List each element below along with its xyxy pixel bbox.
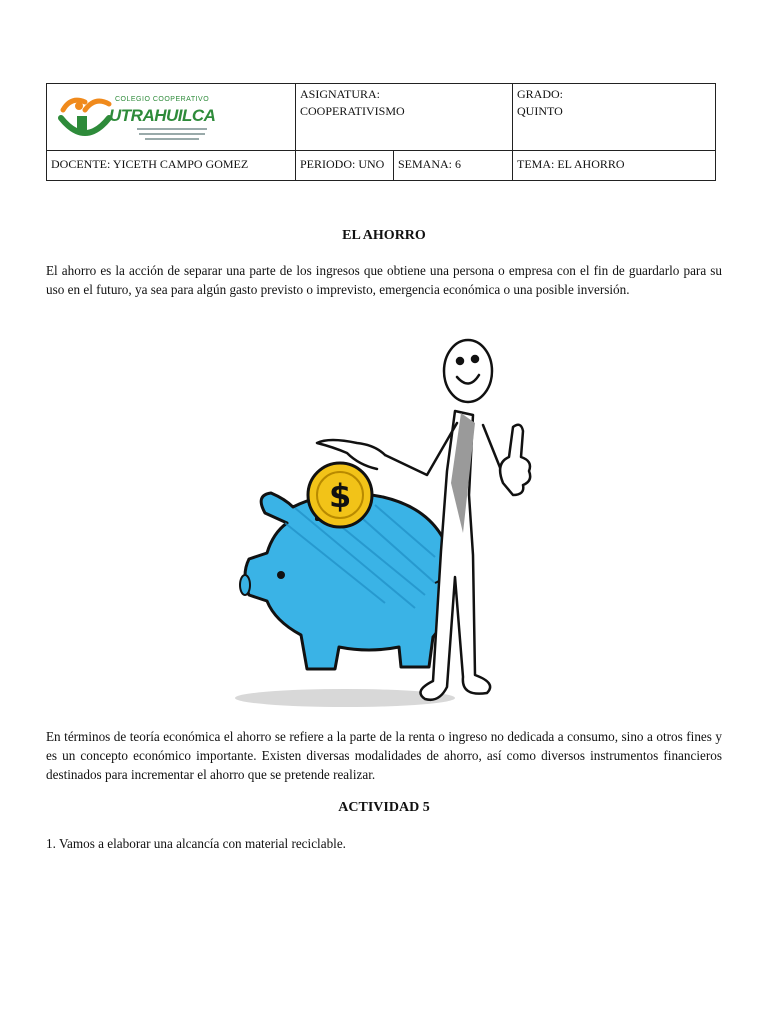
intro-paragraph: El ahorro es la acción de separar una parte de los ingresos que obtiene una persona o empresa con el fin de guardarlo para su uso en el futuro, ya sea para algún gasto previsto o imprevisto, emergencia económica o una posible inversión. <box>46 263 722 297</box>
tema-text: TEMA: EL AHORRO <box>517 157 625 171</box>
periodo-cell <box>296 151 394 181</box>
tema-cell <box>513 151 716 181</box>
savings-illustration <box>225 333 555 715</box>
grado-label: GRADO: <box>517 87 564 101</box>
grado-value: QUINTO <box>517 104 563 118</box>
logo-cell <box>47 84 296 151</box>
coin-icon <box>308 463 372 527</box>
asignatura-cell <box>296 84 513 151</box>
semana-cell <box>394 151 513 181</box>
asignatura-label: ASIGNATURA: <box>300 87 381 101</box>
activity-item-1: 1. Vamos a elaborar una alcancía con material reciclable. <box>46 836 346 851</box>
school-logo <box>47 84 237 144</box>
logo-main-text: UTRAHUILCA <box>109 106 216 125</box>
svg-text:$: $ <box>329 477 352 515</box>
grado-cell <box>513 84 716 151</box>
header-table <box>46 83 716 181</box>
periodo-text: PERIODO: UNO <box>300 157 385 171</box>
theory-paragraph: En términos de teoría económica el ahorro se refiere a la parte de la renta o ingreso no dedicada a consumo, sino a otros fines y es un concepto económico importante. Existen diversas modalidades de ahorro, así como diversos instrumentos financieros destinados para incrementar el ahorro que se pretende realizar. <box>46 729 722 782</box>
docente-cell <box>47 151 296 181</box>
docente-text: DOCENTE: YICETH CAMPO GOMEZ <box>51 157 249 171</box>
logo-small-text: COLEGIO COOPERATIVO <box>115 96 210 103</box>
activity-title: ACTIVIDAD 5 <box>338 800 430 815</box>
semana-text: SEMANA: 6 <box>398 157 462 171</box>
asignatura-value: COOPERATIVISMO <box>300 104 405 118</box>
page-title: EL AHORRO <box>342 228 426 243</box>
